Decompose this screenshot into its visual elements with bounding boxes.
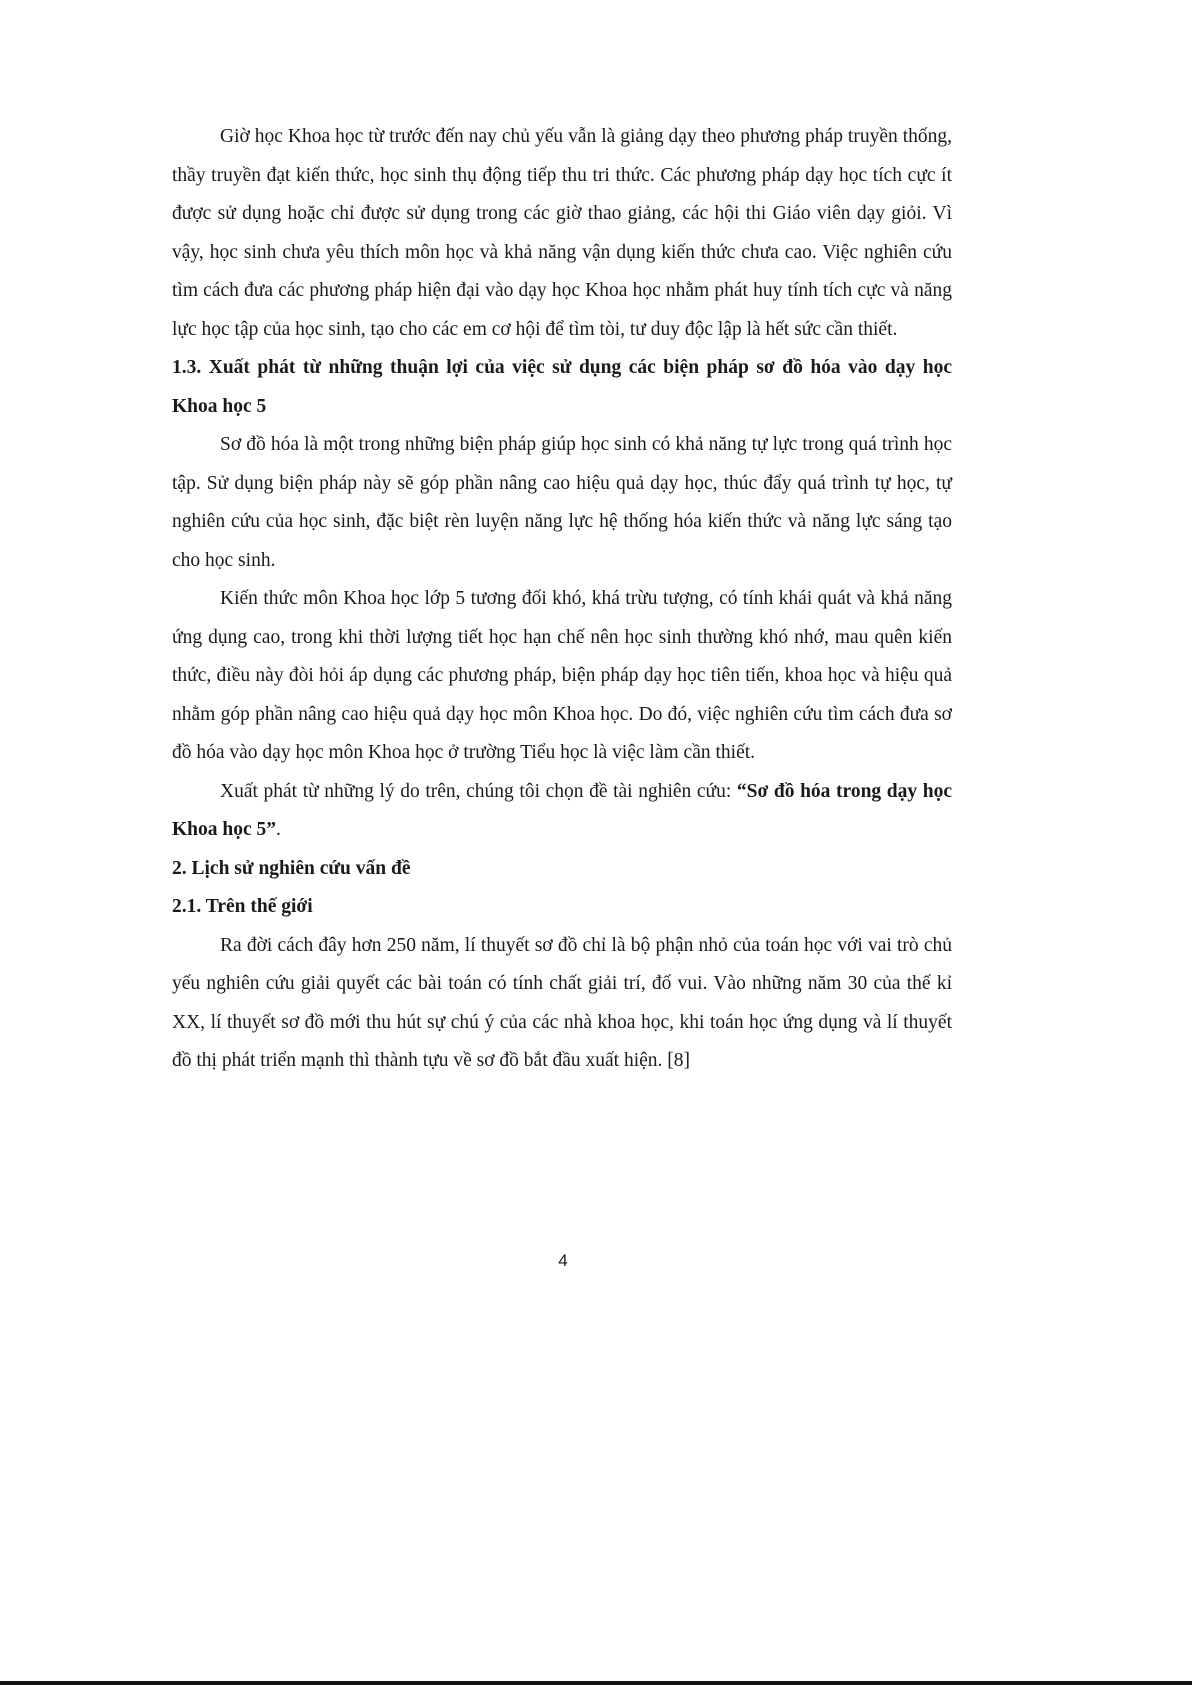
paragraph-topic-choice xyxy=(172,773,952,850)
section-heading-1-3: 1.3. Xuất phát từ những thuận lợi của việc sử dụng các biện pháp sơ đồ hóa vào dạy học Khoa học 5 xyxy=(172,357,952,417)
paragraph-world-history: Ra đời cách đây hơn 250 năm, lí thuyết sơ đồ chỉ là bộ phận nhỏ của toán học với vai trò chủ yếu nghiên cứu giải quyết các bài toán có tính chất giải trí, đố vui. Vào những năm 30 của thế kỉ XX, lí thuyết sơ đồ mới thu hút sự chú ý của các nhà khoa học, khi toán học ứng dụng và lí thuyết đồ thị phát triển mạnh thì thành tựu về sơ đồ bắt đầu xuất hiện. [8] xyxy=(172,934,952,1071)
document-body xyxy=(172,118,952,1081)
paragraph-science-grade-5: Kiến thức môn Khoa học lớp 5 tương đối khó, khá trừu tượng, có tính khái quát và khả năng ứng dụng cao, trong khi thời lượng tiết học hạn chế nên học sinh thường khó nhớ, mau quên kiến thức, điều này đòi hỏi áp dụng các phương pháp, biện pháp dạy học tiên tiến, khoa học và hiệu quả nhằm góp phần nâng cao hiệu quả dạy học môn Khoa học. Do đó, việc nghiên cứu tìm cách đưa sơ đồ hóa vào dạy học môn Khoa học ở trường Tiểu học là việc làm cần thiết. xyxy=(172,588,952,763)
page-number: 4 xyxy=(558,1251,568,1270)
topic-lead-text: Xuất phát từ những lý do trên, chúng tôi chọn đề tài nghiên cứu: xyxy=(220,780,737,802)
section-heading-2-1: 2.1. Trên thế giới xyxy=(172,896,313,917)
bottom-edge-divider xyxy=(0,1681,1192,1685)
section-heading-2: 2. Lịch sử nghiên cứu vấn đề xyxy=(172,857,411,879)
topic-title: “Sơ đồ hóa trong dạy học Khoa học 5” xyxy=(172,780,952,840)
paragraph-mapping-benefits: Sơ đồ hóa là một trong những biện pháp giúp học sinh có khả năng tự lực trong quá trình học tập. Sử dụng biện pháp này sẽ góp phần nâng cao hiệu quả dạy học, thúc đẩy quá trình tự học, tự nghiên cứu của học sinh, đặc biệt rèn luyện năng lực hệ thống hóa kiến thức và năng lực sáng tạo cho học sinh. xyxy=(172,434,952,571)
topic-end-punctuation: . xyxy=(276,819,281,840)
paragraph-teaching-methods: Giờ học Khoa học từ trước đến nay chủ yếu vẫn là giảng dạy theo phương pháp truyền thống, thầy truyền đạt kiến thức, học sinh thụ động tiếp thu tri thức. Các phương pháp dạy học tích cực ít được sử dụng hoặc chỉ được sử dụng trong các giờ thao giảng, các hội thi Giáo viên dạy giỏi. Vì vậy, học sinh chưa yêu thích môn học và khả năng vận dụng kiến thức chưa cao. Việc nghiên cứu tìm cách đưa các phương pháp hiện đại vào dạy học Khoa học nhằm phát huy tính tích cực và năng lực học tập của học sinh, tạo cho các em cơ hội để tìm tòi, tư duy độc lập là hết sức cần thiết. xyxy=(172,126,952,340)
